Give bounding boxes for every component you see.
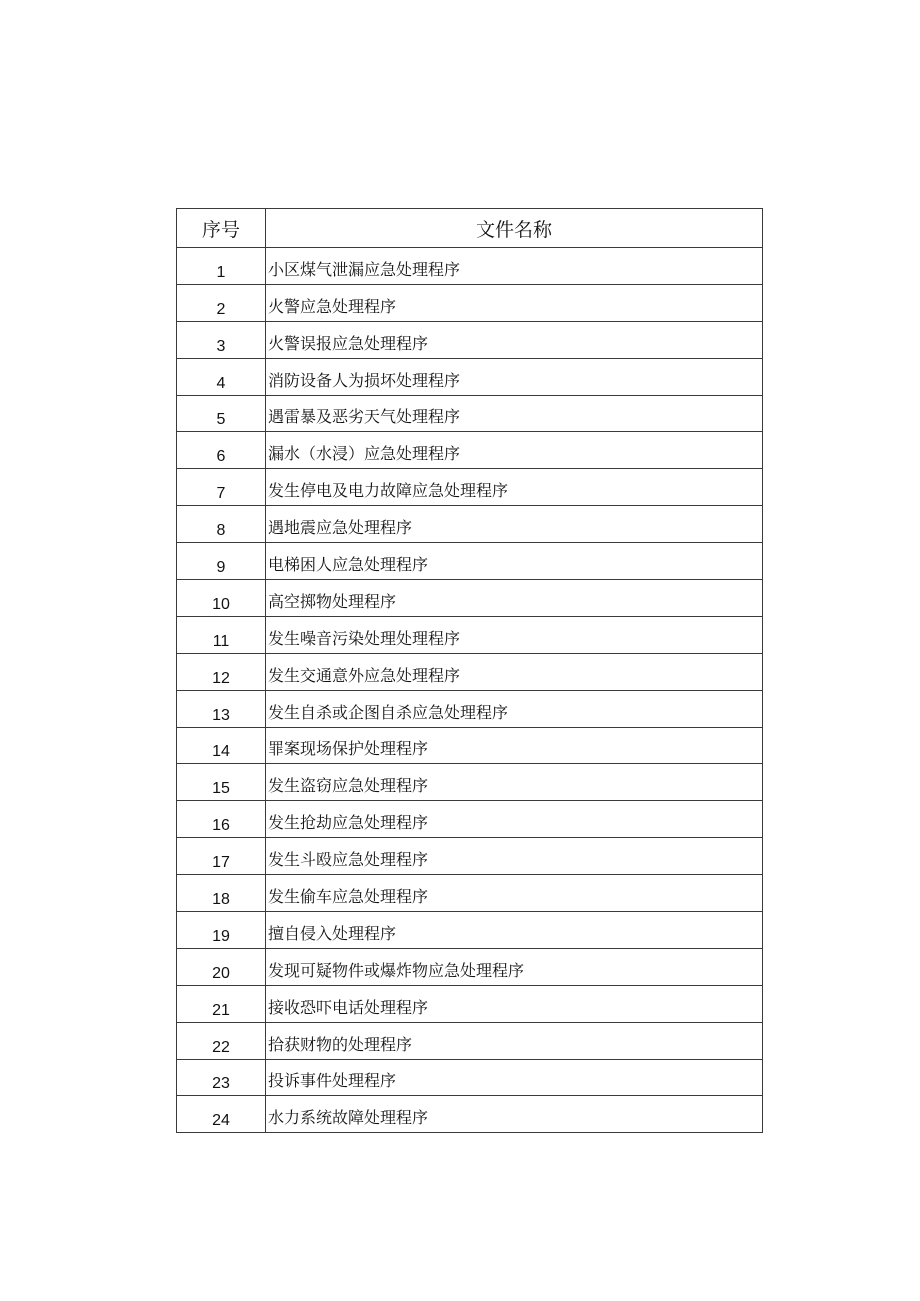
header-row [177,209,763,248]
table-row [177,1059,763,1096]
table-row [177,284,763,321]
table-row [177,948,763,985]
row-number: 4 [177,358,266,395]
table-row [177,1096,763,1133]
row-number: 20 [177,948,266,985]
row-file-name: 发生偷车应急处理程序 [266,875,763,912]
row-file-name: 投诉事件处理程序 [266,1059,763,1096]
row-number: 6 [177,432,266,469]
row-file-name: 发生抢劫应急处理程序 [266,801,763,838]
row-number: 12 [177,653,266,690]
table-row [177,690,763,727]
row-file-name: 发现可疑物件或爆炸物应急处理程序 [266,948,763,985]
header-number: 序号 [177,209,266,248]
row-number: 21 [177,985,266,1022]
row-number: 8 [177,506,266,543]
row-number: 23 [177,1059,266,1096]
row-number: 7 [177,469,266,506]
row-file-name: 遇地震应急处理程序 [266,506,763,543]
table-row [177,985,763,1022]
row-file-name: 发生盗窃应急处理程序 [266,764,763,801]
header-file-name: 文件名称 [266,209,763,248]
row-file-name: 小区煤气泄漏应急处理程序 [266,248,763,285]
table-row [177,543,763,580]
row-file-name: 火警应急处理程序 [266,284,763,321]
row-number: 19 [177,912,266,949]
row-file-name: 罪案现场保护处理程序 [266,727,763,764]
row-file-name: 火警误报应急处理程序 [266,321,763,358]
row-file-name: 发生自杀或企图自杀应急处理程序 [266,690,763,727]
row-file-name: 电梯困人应急处理程序 [266,543,763,580]
row-file-name: 擅自侵入处理程序 [266,912,763,949]
table-row [177,764,763,801]
row-number: 15 [177,764,266,801]
table-row [177,912,763,949]
table-row [177,838,763,875]
row-number: 24 [177,1096,266,1133]
row-number: 5 [177,395,266,432]
row-number: 18 [177,875,266,912]
row-file-name: 发生斗殴应急处理程序 [266,838,763,875]
table-body [177,248,763,1133]
procedure-list-table [176,208,763,1133]
table-row [177,875,763,912]
row-file-name: 水力系统故障处理程序 [266,1096,763,1133]
table-header [177,209,763,248]
table-row [177,1022,763,1059]
row-file-name: 接收恐吓电话处理程序 [266,985,763,1022]
table-row [177,358,763,395]
row-number: 10 [177,580,266,617]
row-file-name: 高空掷物处理程序 [266,580,763,617]
row-number: 13 [177,690,266,727]
table-row [177,580,763,617]
row-file-name: 遇雷暴及恶劣天气处理程序 [266,395,763,432]
table-row [177,801,763,838]
table-row [177,616,763,653]
row-number: 22 [177,1022,266,1059]
table-row [177,469,763,506]
row-number: 9 [177,543,266,580]
row-number: 17 [177,838,266,875]
row-file-name: 漏水（水浸）应急处理程序 [266,432,763,469]
row-file-name: 发生停电及电力故障应急处理程序 [266,469,763,506]
row-file-name: 发生交通意外应急处理程序 [266,653,763,690]
table-row [177,395,763,432]
row-file-name: 发生噪音污染处理处理程序 [266,616,763,653]
row-number: 3 [177,321,266,358]
table-row [177,506,763,543]
table-row [177,432,763,469]
row-number: 14 [177,727,266,764]
row-number: 2 [177,284,266,321]
table-row [177,248,763,285]
row-file-name: 消防设备人为损坏处理程序 [266,358,763,395]
row-number: 1 [177,248,266,285]
table-row [177,653,763,690]
row-number: 11 [177,616,266,653]
table-row [177,727,763,764]
row-number: 16 [177,801,266,838]
table-row [177,321,763,358]
row-file-name: 拾获财物的处理程序 [266,1022,763,1059]
